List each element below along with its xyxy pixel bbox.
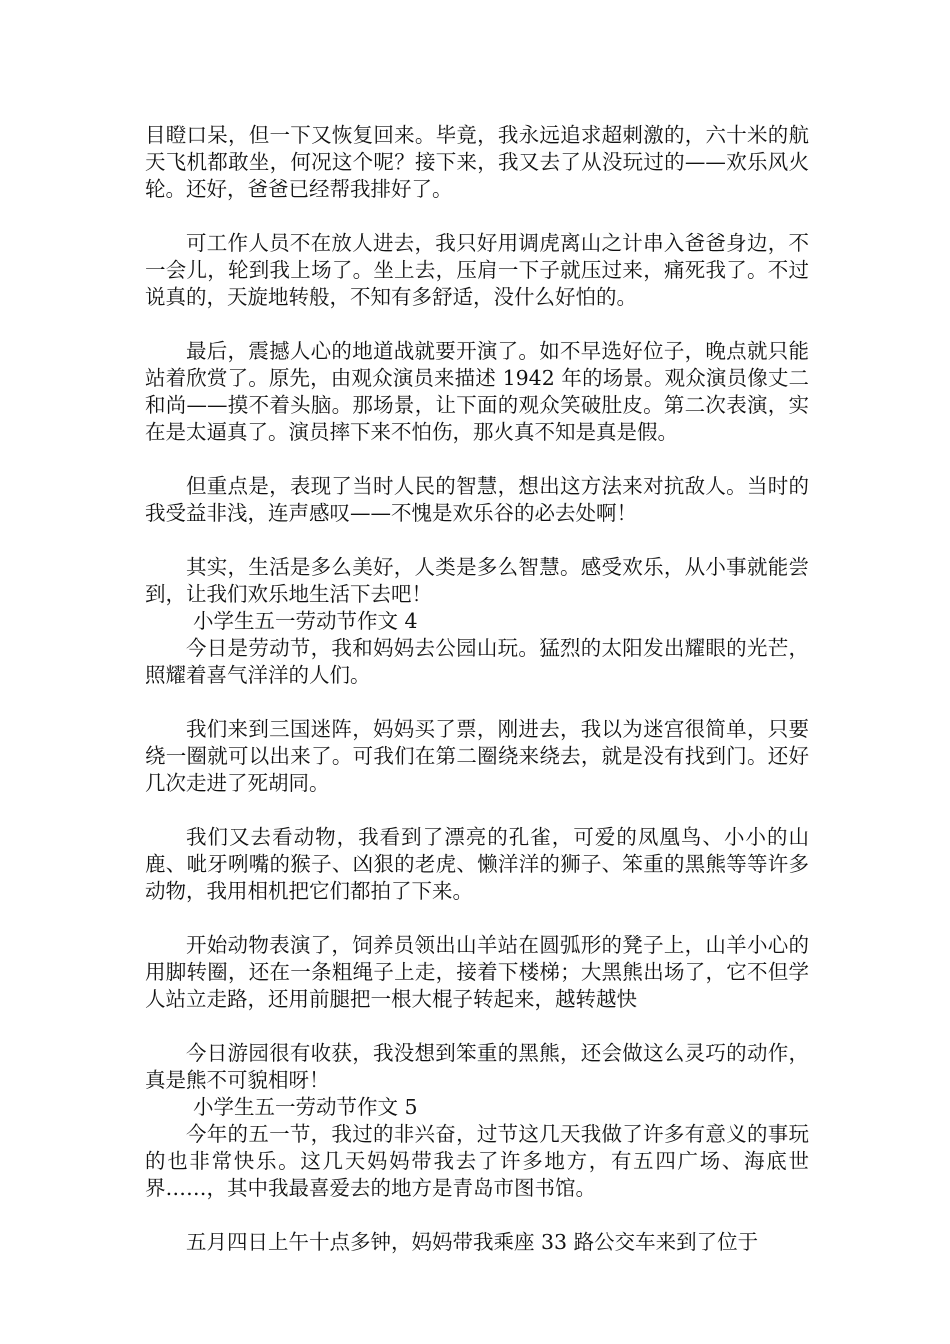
paragraph: 最后，震撼人心的地道战就要开演了。如不早选好位子，晚点就只能站着欣赏了。原先，由观众演员来描述 1942 年的场景。观众演员像丈二和尚——摸不着头脑。那场景，让下面的观众笑破肚皮。第二次表演，实在是太逼真了。演员摔下来不怕伤，那火真不知是真是假。	[145, 339, 809, 444]
document-body	[145, 122, 809, 1256]
paragraph: 可工作人员不在放人进去，我只好用调虎离山之计串入爸爸身边，不一会儿，轮到我上场了。坐上去，压肩一下子就压过来，痛死我了。不过说真的，天旋地转般，不知有多舒适，没什么好怕的。	[145, 231, 809, 309]
paragraph-continued: 目瞪口呆，但一下又恢复回来。毕竟，我永远追求超刺激的，六十米的航天飞机都敢坐，何况这个呢？接下来，我又去了从没玩过的——欢乐风火轮。还好，爸爸已经帮我排好了。	[145, 123, 809, 201]
paragraph: 我们来到三国迷阵，妈妈买了票，刚进去，我以为迷宫很简单，只要绕一圈就可以出来了。可我们在第二圈绕来绕去，就是没有找到门。还好几次走进了死胡同。	[145, 717, 809, 795]
section-heading: 小学生五一劳动节作文 5	[193, 1095, 418, 1119]
paragraph: 其实，生活是多么美好，人类是多么智慧。感受欢乐，从小事就能尝到，让我们欢乐地生活下去吧！	[145, 555, 809, 606]
paragraph: 今日游园很有收获，我没想到笨重的黑熊，还会做这么灵巧的动作，真是熊不可貌相呀！	[145, 1041, 809, 1092]
paragraph: 五月四日上午十点多钟，妈妈带我乘座 33 路公交车来到了位于	[186, 1230, 759, 1254]
section-heading: 小学生五一劳动节作文 4	[193, 609, 418, 633]
paragraph: 今日是劳动节，我和妈妈去公园山玩。猛烈的太阳发出耀眼的光芒，照耀着喜气洋洋的人们。	[145, 636, 809, 687]
paragraph: 但重点是，表现了当时人民的智慧，想出这方法来对抗敌人。当时的我受益非浅，连声感叹——不愧是欢乐谷的必去处啊！	[145, 474, 809, 525]
paragraph: 今年的五一节，我过的非兴奋，过节这几天我做了许多有意义的事玩的也非常快乐。这几天妈妈带我去了许多地方，有五四广场、海底世界……，其中我最喜爱去的地方是青岛市图书馆。	[145, 1122, 809, 1200]
paragraph: 我们又去看动物，我看到了漂亮的孔雀，可爱的凤凰鸟、小小的山鹿、呲牙咧嘴的猴子、凶狠的老虎、懒洋洋的狮子、笨重的黑熊等等许多动物，我用相机把它们都拍了下来。	[145, 825, 809, 903]
paragraph: 开始动物表演了，饲养员领出山羊站在圆弧形的凳子上，山羊小心的用脚转圈，还在一条粗绳子上走，接着下楼梯；大黑熊出场了，它不但学人站立走路，还用前腿把一根大棍子转起来，越转越快	[145, 933, 809, 1011]
